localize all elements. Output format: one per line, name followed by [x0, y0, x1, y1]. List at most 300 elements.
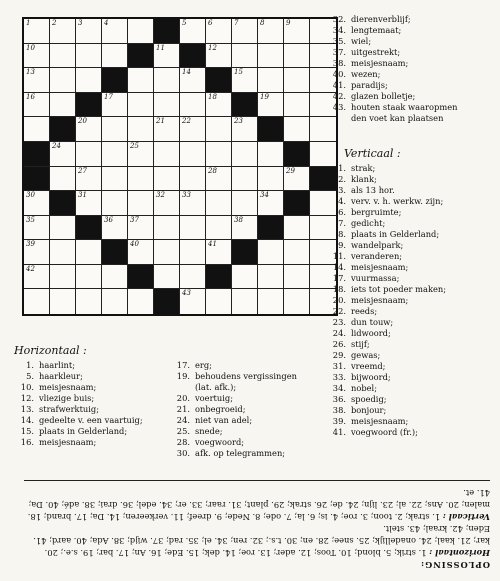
clue-text: bonjour; [351, 405, 387, 415]
grid-cell[interactable] [128, 19, 154, 44]
clue-text: niet van adel; [195, 415, 253, 425]
clue-item [14, 437, 143, 448]
clue-text: gewas; [351, 350, 381, 360]
grid-cell[interactable] [128, 68, 154, 93]
grid-cell[interactable] [154, 117, 180, 142]
clue-item [326, 80, 457, 91]
grid-cell[interactable] [102, 142, 128, 167]
clue-number: 33 [182, 191, 191, 200]
verticaal-list [326, 163, 446, 438]
clue-number: 21. [176, 404, 190, 414]
clue-number: 35. [332, 36, 346, 46]
clue-number: 5 [182, 19, 187, 27]
clue-number: 31. [332, 361, 346, 371]
clue-number: 4 [104, 19, 109, 27]
grid-cell[interactable] [154, 167, 180, 192]
clue-text: meisjesnaam; [351, 416, 409, 426]
clue-number: 17. [176, 360, 190, 370]
clue-number: 25 [130, 141, 139, 150]
clue-number: 38. [332, 58, 346, 68]
grid-cell[interactable] [24, 68, 50, 93]
clue-number: 43. [332, 102, 346, 112]
clue-number: 1. [338, 163, 346, 173]
clue-number: 30 [26, 191, 35, 200]
grid-cell[interactable] [232, 142, 258, 167]
grid-cell[interactable] [76, 19, 102, 44]
solution-horizontaal-label: Horizontaal : [429, 548, 490, 558]
clue-number: 31 [78, 191, 87, 200]
grid-cell[interactable] [180, 216, 206, 241]
clue-item [14, 415, 143, 426]
clue-number: 14. [332, 262, 346, 272]
grid-cell[interactable] [180, 19, 206, 44]
clue-number: 2 [52, 19, 57, 27]
grid-cell[interactable] [128, 117, 154, 142]
clue-item [170, 404, 297, 415]
clue-item [170, 437, 297, 448]
black-square [258, 216, 284, 241]
clue-item [326, 416, 446, 427]
grid-cell[interactable] [50, 142, 76, 167]
clue-item [326, 69, 457, 80]
grid-cell[interactable] [180, 68, 206, 93]
clue-number: 34. [332, 383, 346, 393]
clue-item [170, 448, 297, 459]
clue-number: 26. [332, 339, 346, 349]
black-square [76, 93, 102, 118]
grid-cell[interactable] [232, 68, 258, 93]
clue-text: afk. op telegrammen; [195, 448, 286, 458]
black-square [102, 240, 128, 265]
clue-number: 18 [208, 92, 217, 101]
clue-text: lidwoord; [351, 328, 391, 338]
clue-item [14, 371, 143, 382]
clue-item [326, 174, 446, 185]
clue-number: 13. [20, 404, 34, 414]
black-square [128, 265, 154, 290]
clue-text: strak; [351, 163, 376, 173]
clue-item [326, 218, 446, 229]
horizontaal-list-continued [326, 14, 457, 124]
grid-cell[interactable] [154, 93, 180, 118]
grid-cell[interactable] [154, 240, 180, 265]
clue-number: 12. [20, 393, 34, 403]
clue-text: plaats in Gelderland; [351, 229, 440, 239]
clue-item [326, 405, 446, 416]
grid-cell[interactable] [284, 19, 310, 44]
grid-cell[interactable] [180, 93, 206, 118]
clue-number: 7 [234, 19, 239, 27]
grid-cell[interactable] [206, 240, 232, 265]
clue-item [326, 47, 457, 58]
clue-item [326, 262, 446, 273]
clue-item [326, 229, 446, 240]
grid-cell[interactable] [76, 240, 102, 265]
grid-cell[interactable] [284, 265, 310, 290]
clue-item [14, 393, 143, 404]
grid-cell[interactable] [76, 289, 102, 314]
clue-number: 29 [286, 166, 295, 175]
grid-cell[interactable] [232, 216, 258, 241]
grid-cell[interactable] [180, 289, 206, 314]
grid-cell[interactable] [154, 68, 180, 93]
grid-cell[interactable] [206, 289, 232, 314]
grid-cell[interactable] [24, 265, 50, 290]
clue-number: 15 [234, 68, 243, 77]
clue-text: wiel; [351, 36, 372, 46]
grid-cell[interactable] [50, 68, 76, 93]
grid-cell[interactable] [102, 19, 128, 44]
grid-cell[interactable] [154, 265, 180, 290]
grid-cell[interactable] [232, 289, 258, 314]
clue-item [326, 372, 446, 383]
clue-number: 4. [338, 196, 346, 206]
clue-item [326, 284, 446, 295]
black-square [206, 265, 232, 290]
grid-cell[interactable] [154, 44, 180, 69]
grid-cell[interactable] [50, 167, 76, 192]
grid-cell[interactable] [24, 289, 50, 314]
clue-number: 32. [332, 14, 346, 24]
clue-number: 1 [26, 19, 31, 27]
clue-number: 41 [208, 240, 217, 249]
clue-number: 39. [332, 416, 346, 426]
clue-text: meisjesnaam; [39, 382, 97, 392]
grid-cell[interactable] [206, 19, 232, 44]
clue-number: 1. [26, 360, 34, 370]
grid-cell[interactable] [258, 44, 284, 69]
clue-number: 33. [332, 372, 346, 382]
grid-cell[interactable] [180, 265, 206, 290]
grid-cell[interactable] [102, 191, 128, 216]
grid-cell[interactable] [284, 240, 310, 265]
clue-item [170, 415, 297, 426]
grid-cell[interactable] [24, 117, 50, 142]
black-square [154, 289, 180, 314]
grid-cell[interactable] [24, 191, 50, 216]
grid-cell[interactable] [76, 191, 102, 216]
grid-cell[interactable] [206, 93, 232, 118]
solution-block [26, 487, 490, 571]
grid-cell[interactable] [50, 93, 76, 118]
clue-item [326, 295, 446, 306]
grid-cell[interactable] [102, 93, 128, 118]
grid-cell[interactable] [76, 142, 102, 167]
grid-cell[interactable] [102, 117, 128, 142]
clue-text: strafwerktuig; [39, 404, 100, 414]
clue-number: 22. [332, 306, 346, 316]
clue-number: 39 [26, 240, 35, 249]
clue-number: 8 [260, 19, 265, 27]
clue-number: 41. [332, 80, 346, 90]
grid-cell[interactable] [50, 240, 76, 265]
clue-number: 20 [78, 117, 87, 126]
clue-number: 7. [338, 218, 346, 228]
clue-number: 10 [26, 43, 35, 52]
clue-item [326, 273, 446, 284]
clue-number: 24. [332, 328, 346, 338]
black-square [76, 216, 102, 241]
clue-text: dun touw; [351, 317, 394, 327]
grid-cell[interactable] [258, 240, 284, 265]
grid-cell[interactable] [258, 167, 284, 192]
clue-text: meisjesnaam; [351, 58, 409, 68]
clue-text: dierenverblijf; [351, 14, 411, 24]
grid-cell[interactable] [284, 93, 310, 118]
clue-number: 11 [156, 43, 165, 52]
grid-cell[interactable] [206, 191, 232, 216]
clue-text: vreemd; [351, 361, 386, 371]
clue-text: erg; [195, 360, 212, 370]
clue-number: 27 [78, 166, 87, 175]
clue-text: voertuig; [195, 393, 233, 403]
clue-text: lengtemaat; [351, 25, 402, 35]
clue-text: meisjesnaam; [351, 262, 409, 272]
clue-item [326, 427, 446, 438]
grid-cell[interactable] [284, 44, 310, 69]
clue-number: 11. [332, 251, 346, 261]
clue-number: 2. [338, 174, 346, 184]
clue-number: 42. [332, 91, 346, 101]
clue-number: 28. [176, 437, 190, 447]
grid-cell[interactable] [258, 265, 284, 290]
grid-cell[interactable] [284, 117, 310, 142]
grid-cell[interactable] [50, 44, 76, 69]
grid-cell[interactable] [232, 191, 258, 216]
clue-number: 12 [208, 43, 217, 52]
grid-cell[interactable] [284, 167, 310, 192]
clue-item [326, 102, 457, 124]
grid-cell[interactable] [24, 19, 50, 44]
grid-cell[interactable] [128, 216, 154, 241]
clue-number: 34. [332, 25, 346, 35]
clue-number: 6. [338, 207, 346, 217]
clue-item [326, 163, 446, 174]
clue-text: verv. v. h. werkw. zijn; [351, 196, 444, 206]
clue-text: glazen bolletje; [351, 91, 416, 101]
grid-cell[interactable] [24, 93, 50, 118]
clue-item [326, 14, 457, 25]
clue-text: paradijs; [351, 80, 388, 90]
black-square [284, 191, 310, 216]
clue-number: 10. [20, 382, 34, 392]
grid-cell[interactable] [102, 265, 128, 290]
grid-cell[interactable] [206, 44, 232, 69]
grid-cell[interactable] [128, 289, 154, 314]
black-square [50, 191, 76, 216]
horizontaal-clues-1 [14, 345, 143, 448]
grid-cell[interactable] [284, 216, 310, 241]
clue-number: 29. [332, 350, 346, 360]
clue-number: 22 [182, 117, 191, 126]
clue-text: meisjesnaam; [351, 295, 409, 305]
clue-text: haarkleur; [39, 371, 83, 381]
clue-text: bergruimte; [351, 207, 402, 217]
grid-cell[interactable] [180, 167, 206, 192]
grid-cell[interactable] [76, 265, 102, 290]
clue-number: 40 [130, 240, 139, 249]
clue-number: 17. [332, 273, 346, 283]
clue-text: behoudens vergissingen (lat. afk.); [195, 371, 297, 392]
black-square [24, 167, 50, 192]
clue-text: onbegroeid; [195, 404, 246, 414]
clue-number: 38. [332, 405, 346, 415]
grid-cell[interactable] [128, 93, 154, 118]
clue-number: 3. [338, 185, 346, 195]
clue-number: 28 [208, 166, 217, 175]
clue-item [326, 361, 446, 372]
grid-cell[interactable] [232, 265, 258, 290]
clue-text: vliezige buis; [39, 393, 95, 403]
clue-number: 23 [234, 117, 243, 126]
grid-cell[interactable] [128, 191, 154, 216]
horizontaal-heading: Horizontaal : [14, 344, 87, 357]
grid-cell[interactable] [180, 240, 206, 265]
grid-cell[interactable] [258, 19, 284, 44]
clue-text: voegwoord; [195, 437, 245, 447]
clue-text: vuurmassa; [351, 273, 400, 283]
grid-cell[interactable] [128, 240, 154, 265]
grid-cell[interactable] [102, 167, 128, 192]
clue-text: uitgestrekt; [351, 47, 401, 57]
grid-cell[interactable] [232, 167, 258, 192]
clue-item [326, 251, 446, 262]
black-square [180, 44, 206, 69]
grid-cell[interactable] [76, 44, 102, 69]
horizontaal-clues-3 [326, 14, 457, 124]
grid-cell[interactable] [154, 216, 180, 241]
grid-cell[interactable] [206, 167, 232, 192]
clue-text: meisjesnaam; [39, 437, 97, 447]
grid-cell[interactable] [232, 44, 258, 69]
grid-cell[interactable] [258, 93, 284, 118]
grid-cell[interactable] [206, 117, 232, 142]
verticaal-heading: Verticaal : [344, 147, 401, 160]
grid-cell[interactable] [102, 44, 128, 69]
clue-number: 18. [332, 284, 346, 294]
clue-item [170, 393, 297, 404]
grid-cell[interactable] [154, 191, 180, 216]
clue-number: 6 [208, 19, 213, 27]
grid-cell[interactable] [50, 19, 76, 44]
clue-item [326, 196, 446, 207]
grid-cell[interactable] [24, 216, 50, 241]
clue-text: reeds; [351, 306, 378, 316]
clue-number: 13 [26, 68, 35, 77]
grid-cell[interactable] [258, 289, 284, 314]
clue-number: 5. [26, 371, 34, 381]
grid-cell[interactable] [154, 142, 180, 167]
solution-verticaal-text: 1. strak; 2. toon; 3. roe; 4. is; 6. la; 7. ode; 8. Nede; 9. dreef; 11. verkeeren; 14. Da; 17. brand; 18. malen; 20. Ans; 22. al; 23. lijn; 24. de; 26. strak; 29. plant; 31. raar; 33. er; 34. edel; 36. drai; 38. adé; 40. Da; 41. et. [27, 488, 490, 522]
clue-number: 30. [176, 448, 190, 458]
clue-number: 43 [182, 289, 191, 298]
black-square [258, 117, 284, 142]
horizontaal-clues-2 [170, 360, 297, 459]
clue-text: voegwoord (fr.); [351, 427, 418, 437]
clue-text: klank; [351, 174, 377, 184]
grid-cell[interactable] [284, 68, 310, 93]
clue-number: 42 [26, 264, 35, 273]
clue-text: veranderen; [351, 251, 403, 261]
grid-cell[interactable] [206, 142, 232, 167]
black-square [206, 68, 232, 93]
clue-item [326, 25, 457, 36]
grid-cell[interactable] [258, 142, 284, 167]
clue-number: 38 [234, 215, 243, 224]
black-square [102, 68, 128, 93]
clue-number: 14 [182, 68, 191, 77]
clue-number: 15. [20, 426, 34, 436]
clue-item [14, 426, 143, 437]
clue-number: 23. [332, 317, 346, 327]
grid-cell[interactable] [102, 216, 128, 241]
grid-cell[interactable] [24, 44, 50, 69]
horizontaal-list-continued [170, 360, 297, 459]
black-square [154, 19, 180, 44]
solution-horizontaal-text: 1. strik; 5. blond; 10. Toos; 12. ader; 13. roe; 14. dek; 15. Ede; 16. An; 17. bar; 19. s.e.; 20. kar; 21. kaal; 24. onadellijk; 25. snee; 28. en; 30. t.s.; 32. ren; 34. el; 35. rad; 37. wijd; 38. Ada; 40. aard; 41. Eden; 42. kraal; 43. stelt. [33, 524, 490, 558]
clue-number: 21 [156, 117, 165, 126]
clue-item [170, 371, 297, 393]
clue-item [170, 360, 297, 371]
clue-text: snede; [195, 426, 223, 436]
grid-cell[interactable] [180, 117, 206, 142]
grid-cell[interactable] [50, 289, 76, 314]
grid-cell[interactable] [180, 142, 206, 167]
grid-cell[interactable] [180, 191, 206, 216]
clue-number: 25. [176, 426, 190, 436]
clue-text: houten staak waaropmen den voet kan plaatsen [351, 102, 458, 123]
grid-cell[interactable] [128, 142, 154, 167]
clue-text: gedicht; [351, 218, 386, 228]
grid-cell[interactable] [76, 68, 102, 93]
grid-cell[interactable] [258, 191, 284, 216]
horizontaal-list [14, 360, 143, 448]
clue-item [326, 91, 457, 102]
black-square [232, 93, 258, 118]
clue-number: 36 [104, 215, 113, 224]
grid-cell[interactable] [24, 240, 50, 265]
clue-number: 9. [338, 240, 346, 250]
black-square [128, 44, 154, 69]
clue-number: 16. [20, 437, 34, 447]
clue-text: haarlint; [39, 360, 75, 370]
clue-item [326, 383, 446, 394]
grid-cell[interactable] [102, 289, 128, 314]
clue-number: 9 [286, 19, 291, 27]
clue-number: 36. [332, 394, 346, 404]
clue-number: 41. [332, 427, 346, 437]
clue-text: wezen; [351, 69, 381, 79]
clue-item [326, 58, 457, 69]
grid-cell[interactable] [50, 265, 76, 290]
grid-cell[interactable] [128, 167, 154, 192]
verticaal-clues [326, 148, 446, 438]
grid-cell[interactable] [76, 117, 102, 142]
grid-cell[interactable] [206, 216, 232, 241]
grid-cell[interactable] [258, 68, 284, 93]
grid-cell[interactable] [232, 19, 258, 44]
grid-cell[interactable] [76, 167, 102, 192]
black-square [284, 142, 310, 167]
clue-item [326, 185, 446, 196]
clue-number: 19. [176, 371, 190, 381]
divider [24, 480, 490, 481]
clue-number: 19 [260, 92, 269, 101]
grid-cell[interactable] [284, 289, 310, 314]
grid-cell[interactable] [50, 216, 76, 241]
grid-cell[interactable] [232, 117, 258, 142]
clue-item [14, 382, 143, 393]
